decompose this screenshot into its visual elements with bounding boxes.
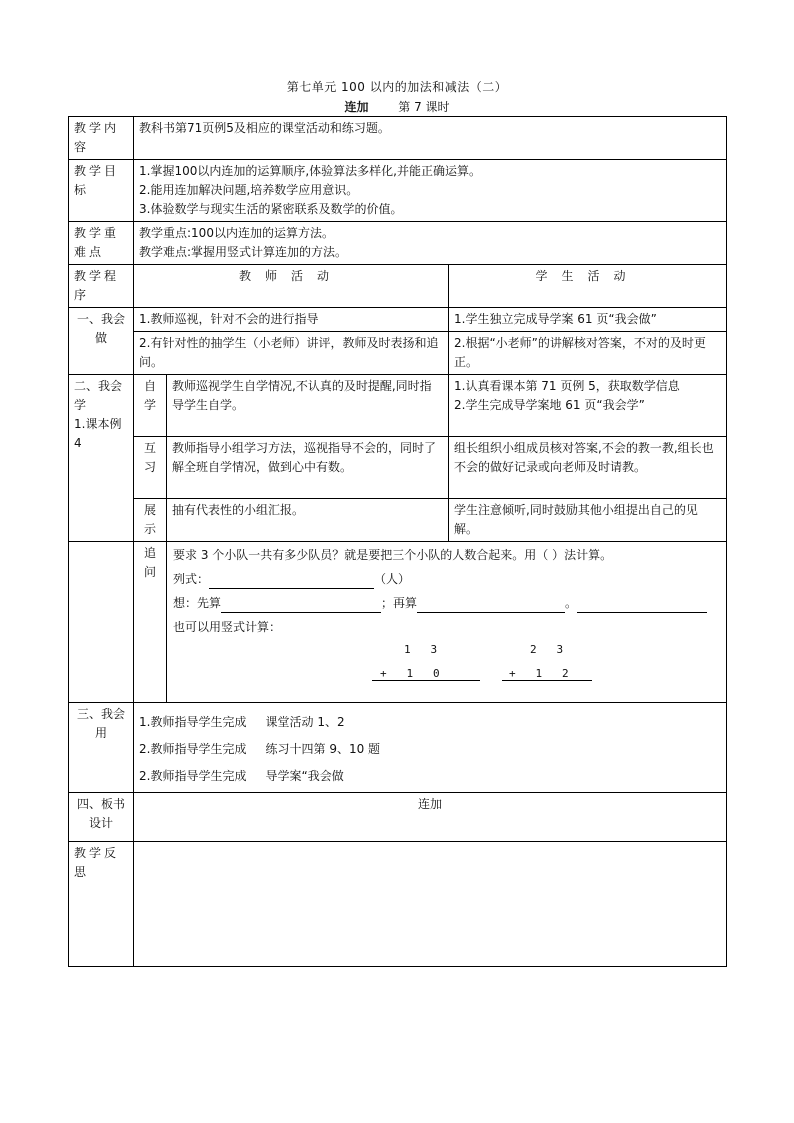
calc2-top: 2 3 [530,643,564,656]
question-content [167,542,727,703]
content-row [69,117,727,160]
question-empty-cell [69,542,134,703]
formula-line [173,570,410,589]
keypoint-difficulty: 教学难点:掌握用竖式计算连加的方法。 [139,245,348,259]
student-activity-header: 学生活动 [449,265,727,308]
section2-label-title: 二、我会学 [74,379,123,412]
sub-selfstudy: 自学 [134,375,167,437]
section3-label: 三、我会用 [69,703,134,793]
think-label: 想：先算 [173,596,222,610]
section1-row-1 [69,308,727,332]
keypoint-focus: 教学重点:100以内连加的运算方法。 [139,226,334,240]
section1-student-1: 1.学生独立完成导学案 61 页“我会做” [449,308,727,332]
section2-label [69,375,134,542]
section3-list [134,703,727,793]
goal-item: 1.掌握100以内连加的运算顺序,体验算法多样化,并能正确运算。 [139,164,481,178]
section1-teacher-1: 1.教师巡视，针对不会的进行指导 [134,308,449,332]
selfstudy-student [449,375,727,437]
formula-label: 列式： [173,572,210,586]
calc1-top: 1 3 [404,643,438,656]
reflection-row [69,842,727,967]
goal-item: 3.体验数学与现实生活的紧密联系及数学的价值。 [139,202,403,216]
selfstudy-teacher: 教师巡视学生自学情况,不认真的及时提醒,同时指导学生自学。 [167,375,449,437]
think-period: 。 [565,596,578,610]
teacher-activity-header: 教师活动 [134,265,449,308]
mutual-teacher: 教师指导小组学习方法，巡视指导不会的，同时了解全班自学情况，做到心中有数。 [167,437,449,499]
sub-show: 展示 [134,499,167,542]
section2-row-mutual [69,437,727,499]
document-title: 第七单元 100 以内的加法和减法（二） [286,80,508,94]
think-line [173,594,707,613]
lesson-name: 连加 [344,100,369,114]
section3-item: 1.教师指导学生完成 课堂活动 1、2 [139,715,345,729]
formula-unit: （人） [374,572,411,586]
think-first-blank[interactable] [221,598,381,613]
reflection-content[interactable] [134,842,727,967]
section2-row-selfstudy [69,375,727,437]
procedure-label: 教学程序 [69,265,134,308]
reflection-label: 教学反思 [69,842,134,967]
procedure-header-row [69,265,727,308]
mutual-student: 组长组织小组成员核对答案,不会的教一教,组长也不会的做好记录或向老师及时请教。 [449,437,727,499]
content-text: 教科书第71页例5及相应的课堂活动和练习题。 [134,117,727,160]
goal-item: 2.能用连加解决问题,培养数学应用意识。 [139,183,359,197]
keypoints-text [134,222,727,265]
board-text: 连加 [134,793,727,842]
think-tail-blank[interactable] [577,598,707,613]
goals-row [69,160,727,222]
section2-label-example: 1.课本例4 [74,417,122,450]
selfstudy-student-2: 2.学生完成导学案地 61 页“我会学” [454,398,645,412]
section1-student-2: 2.根据“小老师”的讲解核对答案，不对的及时更正。 [449,332,727,375]
keypoints-label: 教学重难点 [69,222,134,265]
board-label: 四、板书设计 [69,793,134,842]
show-student: 学生注意倾听,同时鼓励其他小组提出自己的见解。 [449,499,727,542]
goals-list [134,160,727,222]
section3-row [69,703,727,793]
content-label: 教学内容 [69,117,134,160]
calc1-bottom: + 1 0 [380,667,440,680]
formula-blank[interactable] [209,574,374,589]
think-then-blank[interactable] [417,598,565,613]
section2-row-show [69,499,727,542]
question-prompt: 要求 3 个小队一共有多少队员？就是要把三个小队的人数合起来。用（ ）法计算。 [173,548,613,562]
board-row [69,793,727,842]
selfstudy-student-1: 1.认真看课本第 71 页例 5，获取数学信息 [454,379,680,393]
lesson-subtitle [0,98,794,115]
calc2-underline [502,680,592,681]
section3-item: 2.教师指导学生完成 练习十四第 9、10 题 [139,742,381,756]
goals-label: 教学目标 [69,160,134,222]
lesson-plan-table [68,116,727,967]
section3-item: 2.教师指导学生完成 导学案“我会做 [139,769,344,783]
section1-teacher-2: 2.有针对性的抽学生（小老师）讲评，教师及时表扬和追问。 [134,332,449,375]
section1-label: 一、我会做 [69,308,134,375]
sub-question: 追问 [134,542,167,703]
then-label: ；再算 [381,596,418,610]
calc2-bottom: + 1 2 [509,667,569,680]
keypoints-row [69,222,727,265]
sub-mutual: 互习 [134,437,167,499]
calc1-underline [372,680,480,681]
question-row [69,542,727,703]
show-teacher: 抽有代表性的小组汇报。 [167,499,449,542]
vertical-note: 也可以用竖式计算： [173,620,282,634]
lesson-period: 第 7 课时 [398,100,450,114]
section1-row-2 [69,332,727,375]
